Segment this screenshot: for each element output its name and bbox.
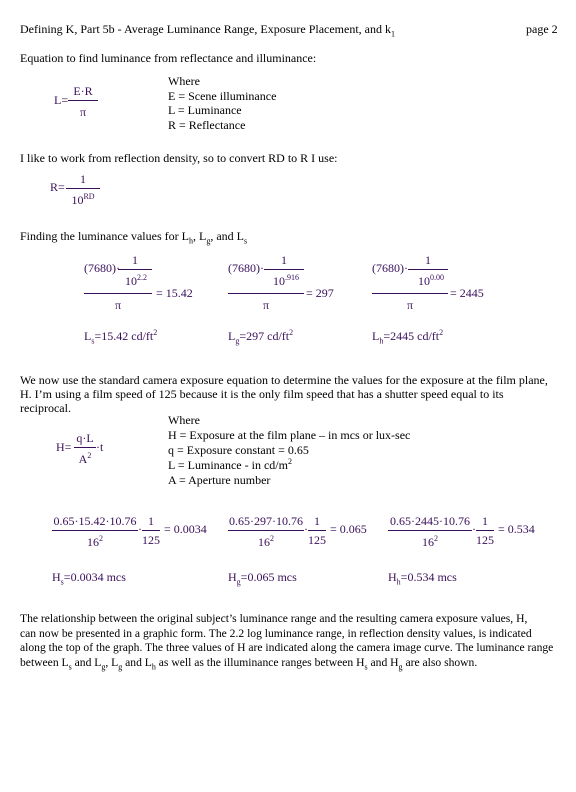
exposure-answer-g: $H_g=0.065$ mcs [228, 570, 297, 587]
where-item: E = Scene illuminance [168, 88, 277, 103]
calc-numerator: 0.65·2445·10.76 [390, 514, 470, 528]
fraction-bar [118, 269, 152, 270]
fraction-bar [308, 530, 326, 531]
where-label: Where [168, 74, 200, 88]
density-conversion-intro: I like to work from reflection density, so to convert RD to R I use: [20, 151, 338, 165]
fraction-bar [388, 530, 472, 531]
calc-result: = 0.534 [498, 522, 535, 536]
paragraph-line: can now be presented in a graphic form. The 2.2 log luminance range, in reflection density values, is indicated [20, 626, 532, 640]
fraction-bar [74, 447, 96, 448]
exposure-equation-intro: We now use the standard camera exposure equation to determine the values for the exposure at the film plane, H. I’m using a film speed of 125 because it is the only film speed that has a shutter speed equal to its reciprocal. [20, 373, 548, 415]
paragraph-line: between $L_s$ and $L_g$, $L_g$ and $L_h$ as well as the illuminance ranges between $H_s$ and $H_g$ are also shown. [20, 655, 478, 671]
calc-denominator: $16^2$ [87, 534, 103, 549]
graph-description [20, 612, 553, 670]
calc-denominator: 125 [308, 533, 326, 547]
calc-numerator: 1 [482, 514, 488, 528]
calc-pi: π [262, 298, 270, 312]
fraction-bar [264, 269, 304, 270]
calc-result: = 2445 [450, 286, 484, 300]
exposure-answer-s: $H_s=0.0034$ mcs [52, 570, 126, 587]
fraction-bar [66, 188, 100, 189]
page-title: Defining K, Part 5b - Average Luminance Range, Exposure Placement, and $k_1$ [20, 22, 395, 39]
calc-numerator: 1 [132, 253, 138, 267]
calc-coefficient: (7680)· [84, 261, 120, 275]
calc-numerator: 1 [314, 514, 320, 528]
fraction-bar [142, 530, 160, 531]
formula-lhs: L= [54, 93, 69, 107]
calc-denominator: 125 [476, 533, 494, 547]
formula-numerator: q·L [76, 431, 94, 445]
where-item: R = Reflectance [168, 117, 246, 132]
calc-pi: π [114, 298, 122, 312]
calc-numerator: 1 [281, 253, 287, 267]
calc-pi: π [406, 298, 414, 312]
formula-denominator: $A^2$ [78, 451, 92, 466]
formula-denominator: 10RD [71, 192, 95, 207]
fraction-bar [228, 530, 304, 531]
formula-numerator: E·R [73, 84, 93, 98]
formula-lhs: H= [56, 440, 72, 454]
fraction-bar [372, 293, 448, 294]
luminance-answer-g: $L_g=297$ $cd/ft^2$ [228, 328, 294, 346]
fraction-bar [476, 530, 494, 531]
calc-numerator: 0.65·297·10.76 [229, 514, 303, 528]
where-label: Where [168, 413, 200, 427]
where-item: L = Luminance - in $cd/m^2$ [168, 457, 292, 472]
calc-denominator: $16^2$ [422, 534, 438, 549]
where-item: L = Luminance [168, 103, 242, 117]
calc-denominator: 125 [142, 533, 160, 547]
where-item: H = Exposure at the film plane – in mcs or lux-sec [168, 428, 411, 442]
calc-numerator: 1 [425, 253, 431, 267]
where-item: q = Exposure constant = 0.65 [168, 443, 309, 457]
fraction-bar [68, 100, 98, 101]
calc-numerator: 1 [148, 514, 154, 528]
calc-coefficient: (7680)· [228, 261, 264, 275]
calc-numerator: 0.65·15.42·10.76 [53, 514, 137, 528]
fraction-bar [228, 293, 304, 294]
calc-result: = 0.065 [330, 522, 367, 536]
calc-power: $10^{0.00}$ [418, 273, 444, 288]
calc-result: = 297 [306, 286, 334, 300]
paragraph-line: The relationship between the original subject’s luminance range and the resulting camera exposure values, H, [20, 612, 528, 625]
fraction-bar [408, 269, 448, 270]
calc-denominator: $16^2$ [258, 534, 274, 549]
calc-result: = 0.0034 [164, 522, 207, 536]
formula-denominator: π [79, 105, 87, 119]
formula-time: ·t [96, 440, 104, 454]
formula-numerator: 1 [80, 172, 86, 186]
calc-coefficient: (7680)· [372, 261, 408, 275]
page-number: page 2 [526, 22, 558, 36]
calc-power: $10^{2.2}$ [125, 273, 147, 288]
luminance-where-list [168, 74, 276, 132]
where-item: A = Aperture number [168, 473, 271, 487]
calc-result: = 15.42 [156, 286, 193, 300]
luminance-equation-intro: Equation to find luminance from reflectance and illuminance: [20, 51, 317, 65]
paragraph-line: along the top of the graph. The three values of H are indicated along the camera image curve. The luminance range [20, 641, 554, 654]
luminance-values-intro: Finding the luminance values for $L_h$, $L_g$, and $L_s$ [20, 229, 248, 246]
luminance-answer-s: $L_s=15.42$ $cd/ft^2$ [84, 328, 158, 346]
luminance-answer-h: $L_h=2445$ $cd/ft^2$ [372, 328, 444, 346]
exposure-where-list [168, 413, 410, 488]
formula-lhs: R= [50, 180, 65, 194]
fraction-bar [52, 530, 138, 531]
exposure-answer-h: $H_h=0.534$ mcs [388, 570, 457, 587]
calc-power: $10^{.916}$ [273, 273, 299, 288]
fraction-bar [84, 293, 152, 294]
